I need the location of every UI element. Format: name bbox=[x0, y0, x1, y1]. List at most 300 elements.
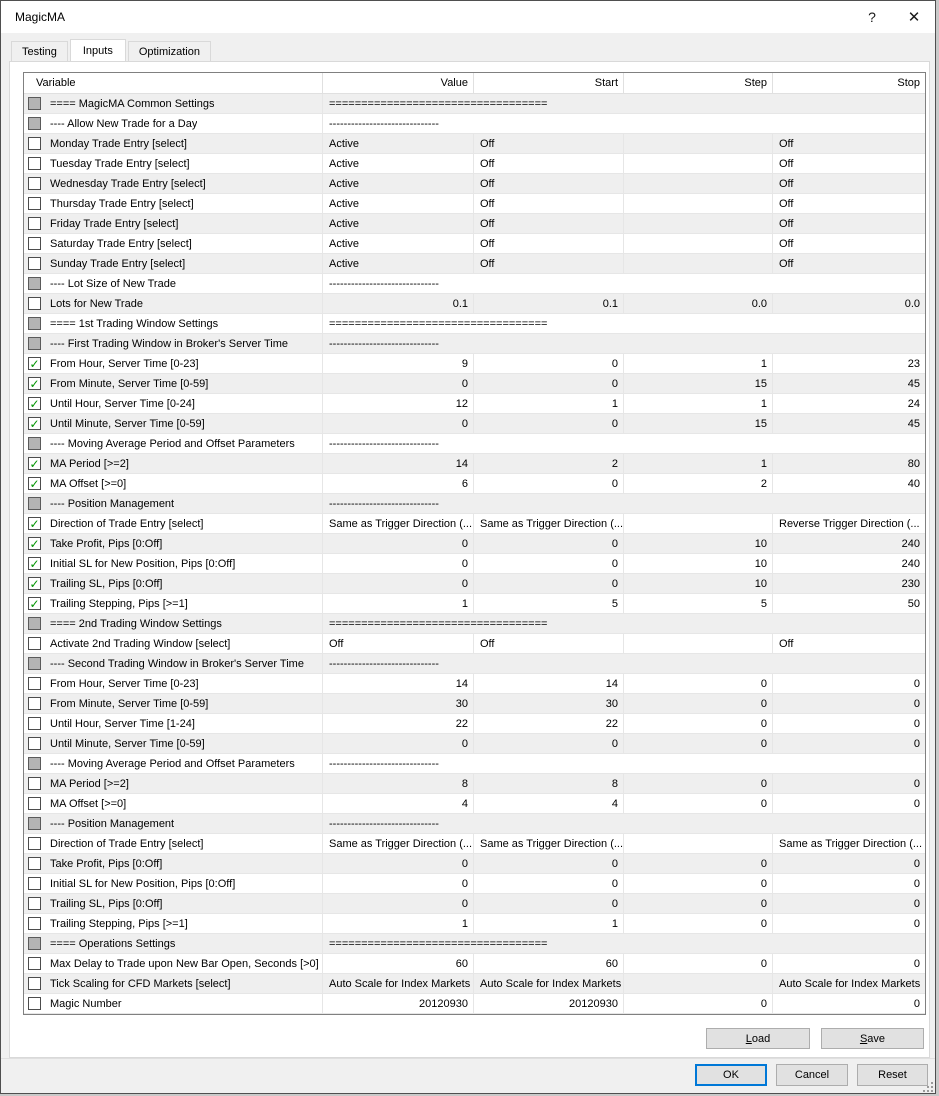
row-checkbox[interactable] bbox=[28, 177, 41, 190]
cell-stop[interactable] bbox=[772, 94, 925, 113]
cell-value[interactable]: 14 bbox=[322, 454, 473, 473]
cell-start[interactable]: 0 bbox=[473, 414, 623, 433]
cell-step[interactable]: 0 bbox=[623, 674, 772, 693]
cell-stop[interactable]: 230 bbox=[772, 574, 925, 593]
table-row[interactable] bbox=[24, 274, 925, 294]
cell-stop[interactable]: 0 bbox=[772, 714, 925, 733]
cell-stop[interactable] bbox=[772, 614, 925, 633]
cell-stop[interactable]: Auto Scale for Index Markets bbox=[772, 974, 925, 993]
cell-step[interactable] bbox=[623, 974, 772, 993]
table-row[interactable] bbox=[24, 334, 925, 354]
cell-value[interactable]: 0 bbox=[322, 554, 473, 573]
cell-step[interactable]: 1 bbox=[623, 354, 772, 373]
variable-cell bbox=[24, 814, 322, 833]
cell-value[interactable]: 0 bbox=[322, 374, 473, 393]
cell-start[interactable]: Off bbox=[473, 134, 623, 153]
table-row[interactable] bbox=[24, 494, 925, 514]
cell-stop[interactable]: 0 bbox=[772, 694, 925, 713]
cell-step[interactable] bbox=[623, 214, 772, 233]
cell-step[interactable] bbox=[623, 114, 772, 133]
cell-value[interactable]: Active bbox=[322, 174, 473, 193]
cell-value[interactable]: Active bbox=[322, 214, 473, 233]
cell-start[interactable]: 1 bbox=[473, 914, 623, 933]
cell-stop[interactable]: Off bbox=[772, 254, 925, 273]
cell-value[interactable]: Active bbox=[322, 254, 473, 273]
row-label: Take Profit, Pips [0:Off] bbox=[50, 537, 163, 550]
cell-stop[interactable] bbox=[772, 314, 925, 333]
cell-start[interactable]: Same as Trigger Direction (... bbox=[473, 834, 623, 853]
row-checkbox[interactable] bbox=[28, 677, 41, 690]
table-row[interactable] bbox=[24, 874, 925, 894]
row-checkbox[interactable]: ✓ bbox=[29, 456, 40, 471]
cell-step[interactable]: 0 bbox=[623, 714, 772, 733]
row-checkbox[interactable] bbox=[28, 777, 41, 790]
row-checkbox[interactable]: ✓ bbox=[29, 596, 40, 611]
cell-stop[interactable]: 0 bbox=[772, 774, 925, 793]
variable-cell bbox=[24, 834, 322, 853]
table-row[interactable] bbox=[24, 814, 925, 834]
cell-start[interactable]: Off bbox=[473, 234, 623, 253]
cell-stop[interactable]: 50 bbox=[772, 594, 925, 613]
table-row[interactable] bbox=[24, 114, 925, 134]
cell-step[interactable] bbox=[623, 274, 772, 293]
cell-start[interactable]: Off bbox=[473, 214, 623, 233]
row-checkbox[interactable]: ✓ bbox=[29, 576, 40, 591]
table-row[interactable] bbox=[24, 194, 925, 214]
cell-step[interactable]: 0 bbox=[623, 994, 772, 1013]
cell-step[interactable]: 0 bbox=[623, 794, 772, 813]
cell-value[interactable]: 8 bbox=[322, 774, 473, 793]
table-row[interactable] bbox=[24, 234, 925, 254]
column-header-start[interactable]: Start bbox=[473, 73, 623, 93]
cell-start[interactable]: 14 bbox=[473, 674, 623, 693]
cell-value[interactable]: ================================== bbox=[322, 934, 473, 953]
cell-stop[interactable]: 80 bbox=[772, 454, 925, 473]
cell-value[interactable]: ------------------------------ bbox=[322, 654, 473, 673]
row-checkbox[interactable] bbox=[28, 97, 41, 110]
table-row[interactable] bbox=[24, 354, 925, 374]
cell-start[interactable]: Same as Trigger Direction (... bbox=[473, 514, 623, 533]
row-checkbox[interactable] bbox=[28, 297, 41, 310]
cell-stop[interactable]: 0 bbox=[772, 914, 925, 933]
cell-step[interactable]: 15 bbox=[623, 414, 772, 433]
cell-start[interactable]: 0 bbox=[473, 554, 623, 573]
row-label: Thursday Trade Entry [select] bbox=[50, 197, 194, 210]
table-row[interactable] bbox=[24, 734, 925, 754]
column-header-step[interactable]: Step bbox=[623, 73, 772, 93]
table-row[interactable] bbox=[24, 574, 925, 594]
row-checkbox[interactable] bbox=[28, 497, 41, 510]
close-button[interactable] bbox=[893, 1, 935, 33]
cell-step[interactable]: 15 bbox=[623, 374, 772, 393]
cell-start[interactable]: 0 bbox=[473, 734, 623, 753]
cell-step[interactable] bbox=[623, 434, 772, 453]
cell-start[interactable]: 4 bbox=[473, 794, 623, 813]
cell-stop[interactable] bbox=[772, 434, 925, 453]
cell-step[interactable]: 0 bbox=[623, 874, 772, 893]
cell-stop[interactable] bbox=[772, 934, 925, 953]
row-label: ==== 1st Trading Window Settings bbox=[50, 317, 219, 330]
cell-start[interactable]: 0 bbox=[473, 854, 623, 873]
resize-grip[interactable] bbox=[923, 1082, 933, 1092]
row-checkbox[interactable] bbox=[28, 957, 41, 970]
table-row[interactable] bbox=[24, 534, 925, 554]
row-checkbox[interactable]: ✓ bbox=[29, 396, 40, 411]
cell-start[interactable]: 0 bbox=[473, 894, 623, 913]
table-row[interactable] bbox=[24, 154, 925, 174]
table-row[interactable] bbox=[24, 754, 925, 774]
table-row[interactable] bbox=[24, 434, 925, 454]
table-row[interactable] bbox=[24, 94, 925, 114]
table-row[interactable] bbox=[24, 374, 925, 394]
cell-step[interactable]: 5 bbox=[623, 594, 772, 613]
cell-stop[interactable]: Off bbox=[772, 234, 925, 253]
table-row[interactable] bbox=[24, 514, 925, 534]
table-row[interactable] bbox=[24, 794, 925, 814]
cell-stop[interactable] bbox=[772, 494, 925, 513]
cell-step[interactable]: 0 bbox=[623, 854, 772, 873]
cell-stop[interactable]: Off bbox=[772, 634, 925, 653]
row-checkbox[interactable] bbox=[28, 257, 41, 270]
row-checkbox[interactable] bbox=[28, 237, 41, 250]
table-row[interactable] bbox=[24, 994, 925, 1014]
cell-step[interactable] bbox=[623, 134, 772, 153]
table-row[interactable] bbox=[24, 714, 925, 734]
row-checkbox[interactable] bbox=[28, 977, 41, 990]
cell-step[interactable]: 10 bbox=[623, 574, 772, 593]
table-row[interactable] bbox=[24, 594, 925, 614]
cell-step[interactable]: 0 bbox=[623, 774, 772, 793]
cell-step[interactable] bbox=[623, 934, 772, 953]
cell-stop[interactable]: 0 bbox=[772, 954, 925, 973]
cell-value[interactable]: ================================== bbox=[322, 94, 473, 113]
row-checkbox[interactable]: ✓ bbox=[29, 416, 40, 431]
cell-step[interactable]: 10 bbox=[623, 554, 772, 573]
row-checkbox[interactable] bbox=[28, 137, 41, 150]
table-row[interactable] bbox=[24, 254, 925, 274]
table-row[interactable] bbox=[24, 134, 925, 154]
cell-start[interactable] bbox=[473, 114, 623, 133]
cell-step[interactable]: 1 bbox=[623, 454, 772, 473]
cell-value[interactable]: 0 bbox=[322, 414, 473, 433]
table-row[interactable] bbox=[24, 414, 925, 434]
cell-stop[interactable]: 0 bbox=[772, 994, 925, 1013]
table-row[interactable] bbox=[24, 394, 925, 414]
table-row[interactable] bbox=[24, 934, 925, 954]
cell-value[interactable]: ------------------------------ bbox=[322, 754, 473, 773]
cell-start[interactable]: 0 bbox=[473, 474, 623, 493]
cell-start[interactable]: Off bbox=[473, 194, 623, 213]
row-checkbox[interactable]: ✓ bbox=[29, 556, 40, 571]
table-row[interactable] bbox=[24, 614, 925, 634]
cell-value[interactable]: 60 bbox=[322, 954, 473, 973]
cell-start[interactable]: 60 bbox=[473, 954, 623, 973]
cell-step[interactable]: 0 bbox=[623, 954, 772, 973]
cell-value[interactable]: Active bbox=[322, 234, 473, 253]
cell-value[interactable]: ================================== bbox=[322, 614, 473, 633]
table-row[interactable] bbox=[24, 654, 925, 674]
cell-value[interactable]: Active bbox=[322, 154, 473, 173]
cell-start[interactable] bbox=[473, 814, 623, 833]
table-row[interactable] bbox=[24, 454, 925, 474]
cell-step[interactable]: 10 bbox=[623, 534, 772, 553]
cell-stop[interactable] bbox=[772, 654, 925, 673]
row-checkbox[interactable] bbox=[28, 317, 41, 330]
cell-value[interactable]: Active bbox=[322, 134, 473, 153]
cell-value[interactable]: 6 bbox=[322, 474, 473, 493]
cell-stop[interactable] bbox=[772, 334, 925, 353]
cell-step[interactable] bbox=[623, 334, 772, 353]
column-header-variable[interactable]: Variable bbox=[36, 77, 76, 89]
row-checkbox[interactable] bbox=[28, 817, 41, 830]
table-row[interactable] bbox=[24, 894, 925, 914]
cell-stop[interactable]: Off bbox=[772, 214, 925, 233]
table-row[interactable] bbox=[24, 314, 925, 334]
cell-start[interactable]: 0 bbox=[473, 374, 623, 393]
cell-stop[interactable]: 45 bbox=[772, 374, 925, 393]
table-row[interactable] bbox=[24, 694, 925, 714]
row-checkbox[interactable] bbox=[28, 697, 41, 710]
cell-step[interactable] bbox=[623, 814, 772, 833]
cell-step[interactable] bbox=[623, 754, 772, 773]
cell-value[interactable]: 30 bbox=[322, 694, 473, 713]
cell-start[interactable] bbox=[473, 754, 623, 773]
row-checkbox[interactable] bbox=[28, 637, 41, 650]
cell-start[interactable]: 0 bbox=[473, 874, 623, 893]
cell-value[interactable]: 0 bbox=[322, 874, 473, 893]
cell-stop[interactable]: Reverse Trigger Direction (... bbox=[772, 514, 925, 533]
row-checkbox[interactable]: ✓ bbox=[29, 376, 40, 391]
cell-value[interactable]: 1 bbox=[322, 594, 473, 613]
column-header-stop[interactable]: Stop bbox=[772, 73, 925, 93]
row-checkbox[interactable] bbox=[28, 917, 41, 930]
variable-cell bbox=[24, 694, 322, 713]
row-checkbox[interactable] bbox=[28, 857, 41, 870]
cell-value[interactable]: 0 bbox=[322, 534, 473, 553]
cell-step[interactable]: 1 bbox=[623, 394, 772, 413]
cell-value[interactable]: 4 bbox=[322, 794, 473, 813]
tab-testing[interactable]: Testing bbox=[11, 41, 68, 61]
cell-value[interactable]: ------------------------------ bbox=[322, 114, 473, 133]
row-checkbox[interactable] bbox=[28, 717, 41, 730]
cell-step[interactable] bbox=[623, 154, 772, 173]
row-checkbox[interactable] bbox=[28, 837, 41, 850]
table-row[interactable] bbox=[24, 674, 925, 694]
cell-stop[interactable] bbox=[772, 274, 925, 293]
variable-cell bbox=[24, 274, 322, 293]
cell-step[interactable] bbox=[623, 614, 772, 633]
cell-start[interactable]: 30 bbox=[473, 694, 623, 713]
cell-stop[interactable]: 0 bbox=[772, 894, 925, 913]
row-checkbox[interactable] bbox=[28, 997, 41, 1010]
cell-stop[interactable]: 0 bbox=[772, 674, 925, 693]
cell-stop[interactable]: 45 bbox=[772, 414, 925, 433]
cell-stop[interactable]: Off bbox=[772, 134, 925, 153]
cell-stop[interactable]: 0 bbox=[772, 734, 925, 753]
cell-start[interactable] bbox=[473, 274, 623, 293]
cell-start[interactable]: Off bbox=[473, 254, 623, 273]
cell-stop[interactable]: 23 bbox=[772, 354, 925, 373]
cell-stop[interactable] bbox=[772, 754, 925, 773]
row-checkbox[interactable]: ✓ bbox=[29, 536, 40, 551]
row-checkbox[interactable] bbox=[28, 937, 41, 950]
row-checkbox[interactable]: ✓ bbox=[29, 356, 40, 371]
table-row[interactable] bbox=[24, 834, 925, 854]
cell-step[interactable] bbox=[623, 494, 772, 513]
row-label: ---- Lot Size of New Trade bbox=[50, 277, 176, 290]
cell-value[interactable]: 0 bbox=[322, 574, 473, 593]
cell-value[interactable]: Off bbox=[322, 634, 473, 653]
cell-value[interactable]: Same as Trigger Direction (... bbox=[322, 514, 473, 533]
table-row[interactable] bbox=[24, 634, 925, 654]
row-checkbox[interactable]: ✓ bbox=[29, 516, 40, 531]
cell-start[interactable]: 2 bbox=[473, 454, 623, 473]
cell-start[interactable]: Off bbox=[473, 174, 623, 193]
row-checkbox[interactable] bbox=[28, 897, 41, 910]
table-row[interactable] bbox=[24, 174, 925, 194]
cell-start[interactable] bbox=[473, 494, 623, 513]
row-checkbox[interactable] bbox=[28, 117, 41, 130]
cell-start[interactable]: Auto Scale for Index Markets bbox=[473, 974, 623, 993]
cell-step[interactable]: 0.0 bbox=[623, 294, 772, 313]
cell-start[interactable] bbox=[473, 434, 623, 453]
cell-start[interactable]: 20120930 bbox=[473, 994, 623, 1013]
tab-optimization[interactable]: Optimization bbox=[128, 41, 211, 61]
cell-stop[interactable] bbox=[772, 814, 925, 833]
row-checkbox[interactable] bbox=[28, 617, 41, 630]
row-checkbox[interactable] bbox=[28, 757, 41, 770]
row-checkbox[interactable] bbox=[28, 197, 41, 210]
cell-value[interactable]: 0 bbox=[322, 854, 473, 873]
save-button[interactable]: S ave bbox=[821, 1028, 924, 1049]
cell-stop[interactable]: Off bbox=[772, 154, 925, 173]
cell-value[interactable]: Auto Scale for Index Markets bbox=[322, 974, 473, 993]
cell-step[interactable] bbox=[623, 514, 772, 533]
row-checkbox[interactable] bbox=[28, 877, 41, 890]
cell-step[interactable]: 0 bbox=[623, 894, 772, 913]
variable-cell bbox=[24, 474, 322, 493]
table-row[interactable] bbox=[24, 854, 925, 874]
row-checkbox[interactable] bbox=[28, 437, 41, 450]
row-checkbox[interactable] bbox=[28, 337, 41, 350]
cell-step[interactable]: 2 bbox=[623, 474, 772, 493]
table-row[interactable] bbox=[24, 474, 925, 494]
cell-stop[interactable]: Off bbox=[772, 194, 925, 213]
cell-step[interactable] bbox=[623, 834, 772, 853]
cell-start[interactable]: 0 bbox=[473, 534, 623, 553]
cell-value[interactable]: Active bbox=[322, 194, 473, 213]
cell-value[interactable]: 12 bbox=[322, 394, 473, 413]
reset-button[interactable]: Reset bbox=[857, 1064, 928, 1086]
ok-button[interactable]: OK bbox=[695, 1064, 767, 1086]
cell-value[interactable]: ------------------------------ bbox=[322, 434, 473, 453]
cell-start[interactable]: Off bbox=[473, 634, 623, 653]
cell-value[interactable]: 20120930 bbox=[322, 994, 473, 1013]
cell-value[interactable]: 0.1 bbox=[322, 294, 473, 313]
cell-stop[interactable] bbox=[772, 114, 925, 133]
cell-value[interactable]: 22 bbox=[322, 714, 473, 733]
table-row[interactable] bbox=[24, 954, 925, 974]
cell-start[interactable]: 0 bbox=[473, 354, 623, 373]
row-checkbox[interactable] bbox=[28, 277, 41, 290]
help-button[interactable] bbox=[851, 1, 893, 33]
cell-value[interactable]: 1 bbox=[322, 914, 473, 933]
cell-value[interactable]: ------------------------------ bbox=[322, 494, 473, 513]
cell-start[interactable]: 1 bbox=[473, 394, 623, 413]
table-row[interactable] bbox=[24, 214, 925, 234]
cell-start[interactable]: 0.1 bbox=[473, 294, 623, 313]
cell-value[interactable]: 9 bbox=[322, 354, 473, 373]
cell-stop[interactable]: 40 bbox=[772, 474, 925, 493]
cell-stop[interactable]: 240 bbox=[772, 534, 925, 553]
table-row[interactable] bbox=[24, 294, 925, 314]
cell-value[interactable]: ------------------------------ bbox=[322, 814, 473, 833]
cell-start[interactable] bbox=[473, 654, 623, 673]
cell-value[interactable]: 0 bbox=[322, 894, 473, 913]
cell-step[interactable]: 0 bbox=[623, 914, 772, 933]
row-label: Direction of Trade Entry [select] bbox=[50, 517, 204, 530]
cell-step[interactable] bbox=[623, 174, 772, 193]
cell-start[interactable]: 0 bbox=[473, 574, 623, 593]
cell-step[interactable]: 0 bbox=[623, 734, 772, 753]
cell-value[interactable]: ------------------------------ bbox=[322, 334, 473, 353]
cell-stop[interactable]: 0 bbox=[772, 874, 925, 893]
row-checkbox[interactable] bbox=[28, 657, 41, 670]
cell-value[interactable]: ================================== bbox=[322, 314, 473, 333]
cell-step[interactable] bbox=[623, 634, 772, 653]
cell-value[interactable]: ------------------------------ bbox=[322, 274, 473, 293]
cell-start[interactable]: Off bbox=[473, 154, 623, 173]
cell-start[interactable]: 8 bbox=[473, 774, 623, 793]
cell-step[interactable] bbox=[623, 314, 772, 333]
cell-step[interactable] bbox=[623, 254, 772, 273]
tab-inputs[interactable]: Inputs bbox=[70, 39, 126, 61]
row-checkbox[interactable] bbox=[28, 217, 41, 230]
row-checkbox[interactable] bbox=[28, 157, 41, 170]
column-header-value[interactable]: Value bbox=[322, 73, 473, 93]
cell-stop[interactable]: 0 bbox=[772, 794, 925, 813]
row-label: Trailing SL, Pips [0:Off] bbox=[50, 897, 163, 910]
cell-stop[interactable]: 0 bbox=[772, 854, 925, 873]
table-row[interactable] bbox=[24, 554, 925, 574]
cell-step[interactable] bbox=[623, 234, 772, 253]
cell-step[interactable] bbox=[623, 194, 772, 213]
cell-stop[interactable]: 24 bbox=[772, 394, 925, 413]
row-checkbox[interactable]: ✓ bbox=[29, 476, 40, 491]
cell-value[interactable]: 14 bbox=[322, 674, 473, 693]
cell-start[interactable]: 22 bbox=[473, 714, 623, 733]
table-row[interactable] bbox=[24, 914, 925, 934]
row-checkbox[interactable] bbox=[28, 797, 41, 810]
cell-stop[interactable]: 240 bbox=[772, 554, 925, 573]
variable-cell bbox=[24, 214, 322, 233]
load-button[interactable]: L oad bbox=[706, 1028, 810, 1049]
cell-stop[interactable]: Same as Trigger Direction (... bbox=[772, 834, 925, 853]
cell-step[interactable] bbox=[623, 94, 772, 113]
cell-step[interactable] bbox=[623, 654, 772, 673]
cell-value[interactable]: 0 bbox=[322, 734, 473, 753]
table-row[interactable] bbox=[24, 774, 925, 794]
cancel-button[interactable]: Cancel bbox=[776, 1064, 848, 1086]
table-row[interactable] bbox=[24, 974, 925, 994]
row-checkbox[interactable] bbox=[28, 737, 41, 750]
cell-step[interactable]: 0 bbox=[623, 694, 772, 713]
cell-start[interactable]: 5 bbox=[473, 594, 623, 613]
cell-stop[interactable]: Off bbox=[772, 174, 925, 193]
cell-start[interactable] bbox=[473, 334, 623, 353]
cell-value[interactable]: Same as Trigger Direction (... bbox=[322, 834, 473, 853]
cell-stop[interactable]: 0.0 bbox=[772, 294, 925, 313]
